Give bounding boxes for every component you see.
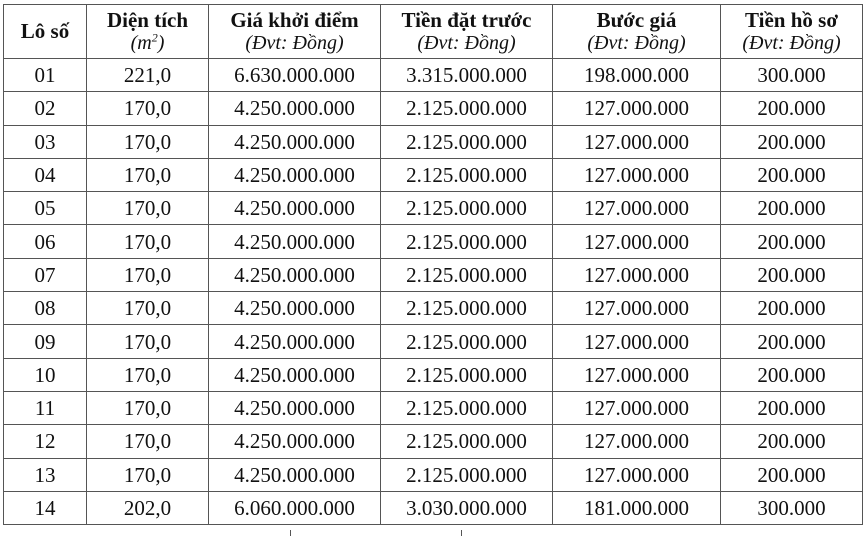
- cell-application-fee: 200.000: [721, 158, 863, 191]
- table-row: [4, 491, 863, 524]
- cell-deposit: 3.030.000.000: [381, 491, 553, 524]
- table-row: [4, 458, 863, 491]
- cell-deposit: 2.125.000.000: [381, 292, 553, 325]
- cell-price-step: 181.000.000: [553, 491, 721, 524]
- cell-area: 170,0: [87, 292, 209, 325]
- cell-deposit: 2.125.000.000: [381, 92, 553, 125]
- table-row: [4, 391, 863, 424]
- cell-deposit: 3.315.000.000: [381, 59, 553, 92]
- header-price-step: [553, 5, 721, 59]
- header-row: [4, 5, 863, 59]
- header-application-fee: [721, 5, 863, 59]
- cell-area: 170,0: [87, 325, 209, 358]
- header-unit: (Đvt: Đồng): [587, 32, 686, 54]
- cell-deposit: 2.125.000.000: [381, 391, 553, 424]
- cell-area: 170,0: [87, 358, 209, 391]
- header-deposit: [381, 5, 553, 59]
- table-row: [4, 125, 863, 158]
- cell-starting-price: 4.250.000.000: [209, 258, 381, 291]
- cell-deposit: 2.125.000.000: [381, 158, 553, 191]
- table-row: [4, 158, 863, 191]
- header-title: Lô số: [20, 19, 70, 43]
- cell-area: 170,0: [87, 92, 209, 125]
- cell-starting-price: 4.250.000.000: [209, 325, 381, 358]
- cell-lot-number: 07: [4, 258, 87, 291]
- cell-starting-price: 4.250.000.000: [209, 391, 381, 424]
- cell-price-step: 127.000.000: [553, 158, 721, 191]
- cell-price-step: 198.000.000: [553, 59, 721, 92]
- cell-price-step: 127.000.000: [553, 292, 721, 325]
- cell-lot-number: 06: [4, 225, 87, 258]
- cell-application-fee: 200.000: [721, 358, 863, 391]
- cell-area: 170,0: [87, 225, 209, 258]
- cell-area: 221,0: [87, 59, 209, 92]
- cell-price-step: 127.000.000: [553, 258, 721, 291]
- cell-starting-price: 4.250.000.000: [209, 192, 381, 225]
- header-title: Diện tích: [106, 8, 189, 32]
- cell-area: 170,0: [87, 158, 209, 191]
- header-unit: (Đvt: Đồng): [417, 32, 516, 54]
- cell-deposit: 2.125.000.000: [381, 458, 553, 491]
- table-row: [4, 425, 863, 458]
- cell-area: 202,0: [87, 491, 209, 524]
- cell-price-step: 127.000.000: [553, 358, 721, 391]
- unit-text: (m: [130, 32, 152, 54]
- cell-area: 170,0: [87, 458, 209, 491]
- cell-area: 170,0: [87, 425, 209, 458]
- cell-deposit: 2.125.000.000: [381, 258, 553, 291]
- header-title: Tiền hồ sơ: [745, 8, 838, 32]
- table-row: [4, 258, 863, 291]
- unit-text: ): [157, 32, 165, 54]
- cell-starting-price: 4.250.000.000: [209, 225, 381, 258]
- cell-price-step: 127.000.000: [553, 92, 721, 125]
- cell-area: 170,0: [87, 391, 209, 424]
- header-title: Giá khởi điểm: [230, 8, 359, 32]
- cell-lot-number: 11: [4, 391, 87, 424]
- cell-lot-number: 08: [4, 292, 87, 325]
- cell-application-fee: 200.000: [721, 325, 863, 358]
- table-row: [4, 92, 863, 125]
- header-unit: [87, 32, 208, 54]
- cell-starting-price: 4.250.000.000: [209, 125, 381, 158]
- table-row: [4, 192, 863, 225]
- cell-lot-number: 02: [4, 92, 87, 125]
- cell-price-step: 127.000.000: [553, 192, 721, 225]
- cell-price-step: 127.000.000: [553, 125, 721, 158]
- cell-application-fee: 200.000: [721, 125, 863, 158]
- cell-application-fee: 200.000: [721, 92, 863, 125]
- cell-price-step: 127.000.000: [553, 325, 721, 358]
- cell-starting-price: 4.250.000.000: [209, 425, 381, 458]
- cell-area: 170,0: [87, 258, 209, 291]
- cell-application-fee: 200.000: [721, 292, 863, 325]
- next-table-fragment: [290, 530, 462, 536]
- table-header: [4, 5, 863, 59]
- cell-area: 170,0: [87, 192, 209, 225]
- cell-application-fee: 200.000: [721, 192, 863, 225]
- header-unit: (Đvt: Đồng): [742, 32, 841, 54]
- cell-lot-number: 01: [4, 59, 87, 92]
- header-starting-price: [209, 5, 381, 59]
- header-lot-number: [4, 5, 87, 59]
- cell-price-step: 127.000.000: [553, 458, 721, 491]
- table-row: [4, 358, 863, 391]
- cell-starting-price: 6.060.000.000: [209, 491, 381, 524]
- cell-deposit: 2.125.000.000: [381, 325, 553, 358]
- header-title: Tiền đặt trước: [401, 8, 532, 32]
- cell-application-fee: 200.000: [721, 391, 863, 424]
- cell-lot-number: 12: [4, 425, 87, 458]
- cell-starting-price: 4.250.000.000: [209, 92, 381, 125]
- cell-starting-price: 4.250.000.000: [209, 292, 381, 325]
- cell-lot-number: 05: [4, 192, 87, 225]
- cell-price-step: 127.000.000: [553, 391, 721, 424]
- cell-lot-number: 03: [4, 125, 87, 158]
- cell-price-step: 127.000.000: [553, 425, 721, 458]
- cell-starting-price: 4.250.000.000: [209, 158, 381, 191]
- table-body: [4, 59, 863, 525]
- cell-lot-number: 10: [4, 358, 87, 391]
- table-row: [4, 292, 863, 325]
- header-unit: (Đvt: Đồng): [245, 32, 344, 54]
- cell-application-fee: 200.000: [721, 425, 863, 458]
- cell-application-fee: 200.000: [721, 258, 863, 291]
- header-title: Bước giá: [596, 8, 677, 32]
- cell-application-fee: 200.000: [721, 458, 863, 491]
- cell-application-fee: 200.000: [721, 225, 863, 258]
- cell-deposit: 2.125.000.000: [381, 358, 553, 391]
- cell-lot-number: 14: [4, 491, 87, 524]
- cell-deposit: 2.125.000.000: [381, 425, 553, 458]
- cell-lot-number: 04: [4, 158, 87, 191]
- header-area: [87, 5, 209, 59]
- cell-starting-price: 4.250.000.000: [209, 358, 381, 391]
- table-row: [4, 59, 863, 92]
- lot-pricing-table: [3, 4, 863, 525]
- cell-deposit: 2.125.000.000: [381, 192, 553, 225]
- cell-starting-price: 4.250.000.000: [209, 458, 381, 491]
- cell-lot-number: 13: [4, 458, 87, 491]
- cell-lot-number: 09: [4, 325, 87, 358]
- unit-superscript: 2: [151, 30, 158, 45]
- cell-area: 170,0: [87, 125, 209, 158]
- cell-starting-price: 6.630.000.000: [209, 59, 381, 92]
- cell-deposit: 2.125.000.000: [381, 225, 553, 258]
- cell-application-fee: 300.000: [721, 59, 863, 92]
- cell-application-fee: 300.000: [721, 491, 863, 524]
- cell-deposit: 2.125.000.000: [381, 125, 553, 158]
- cell-price-step: 127.000.000: [553, 225, 721, 258]
- table-row: [4, 225, 863, 258]
- table-row: [4, 325, 863, 358]
